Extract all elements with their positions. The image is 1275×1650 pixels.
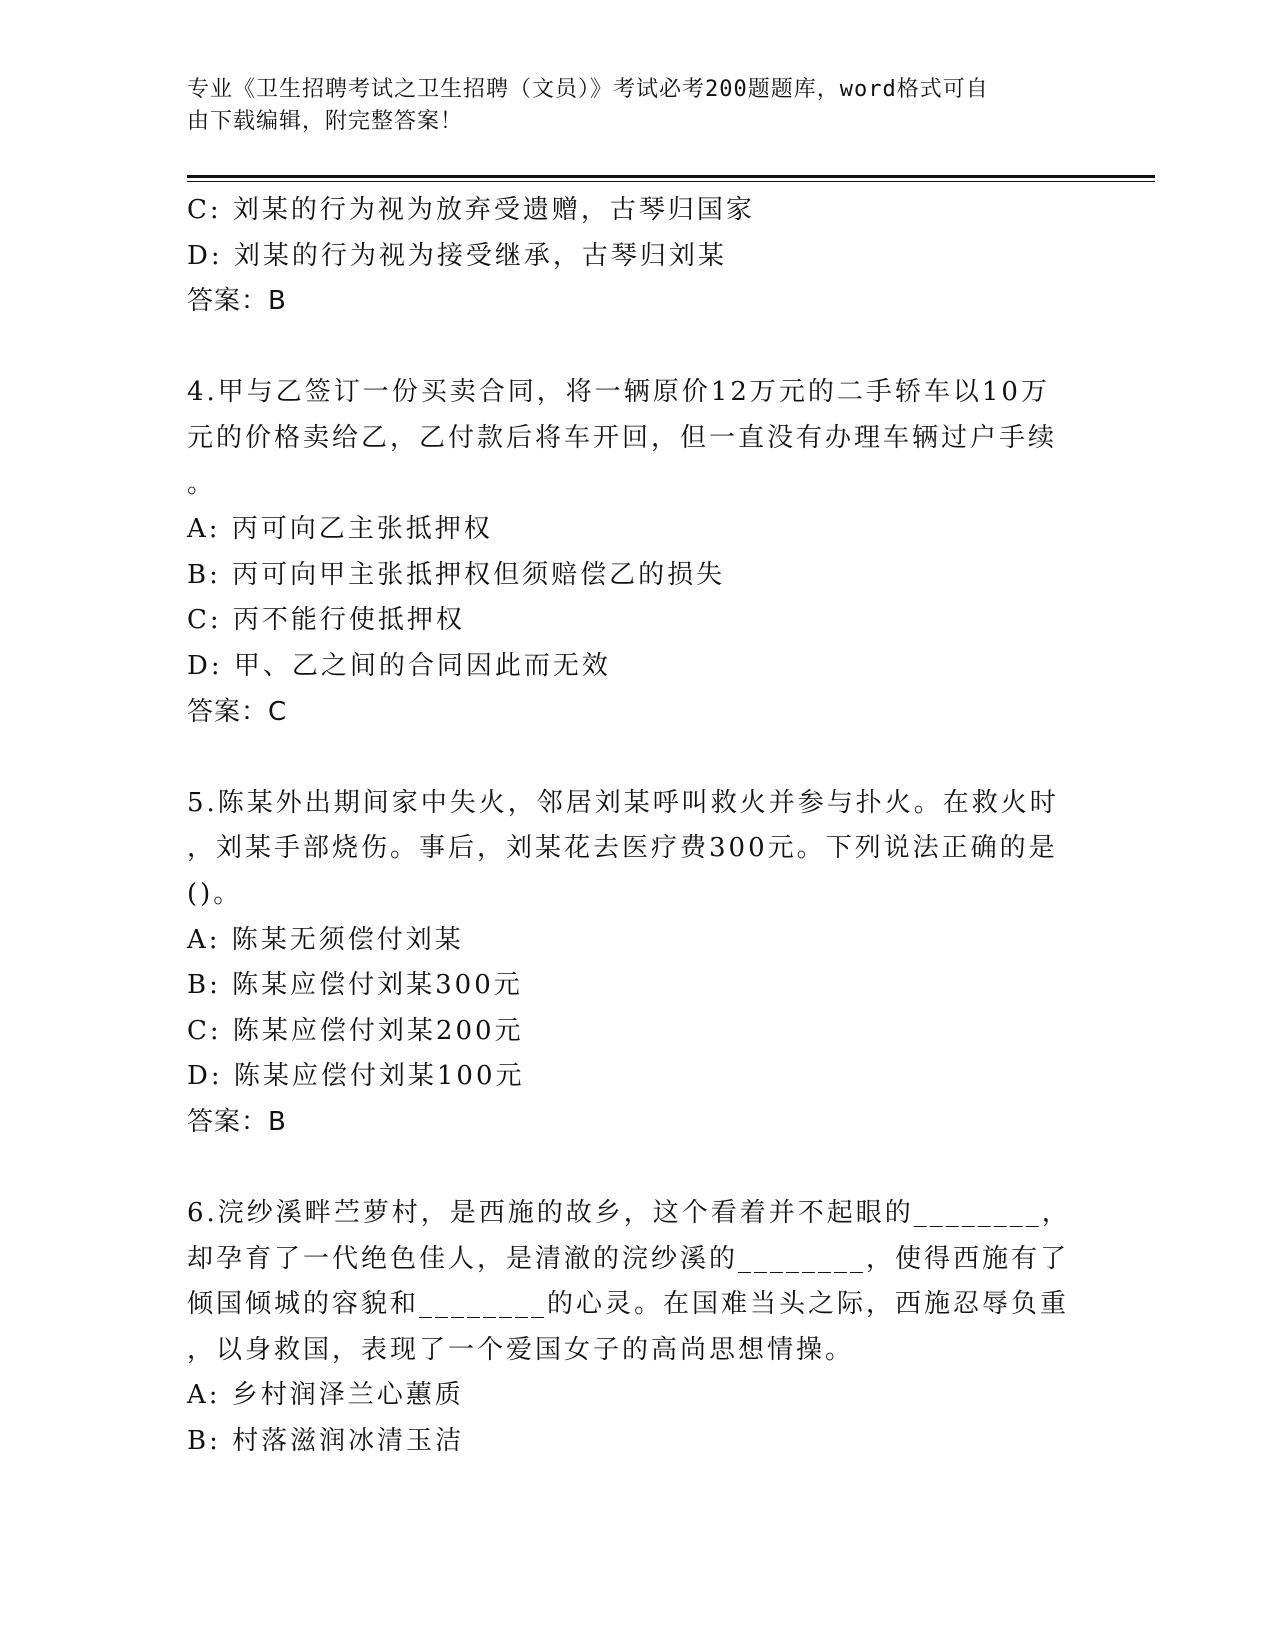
option-b: B: 丙可向甲主张抵押权但须赔偿乙的损失	[187, 559, 726, 590]
question-stem-line: ()。	[187, 878, 243, 909]
question-stem-line: ，刘某手部烧伤。事后，刘某花去医疗费300元。下列说法正确的是	[187, 833, 1058, 864]
option-d: D: 甲、乙之间的合同因此而无效	[187, 650, 611, 681]
option-b: B: 陈某应偿付刘某300元	[187, 970, 523, 1001]
option-a: A: 陈某无须偿付刘某	[187, 924, 464, 955]
question-3	[187, 188, 1067, 325]
spacer	[187, 325, 1067, 371]
answer-line: 答案：B	[187, 1106, 287, 1137]
spacer	[187, 735, 1067, 781]
option-c: C: 陈某应偿付刘某200元	[187, 1015, 524, 1046]
question-6	[187, 1191, 1071, 1465]
page-header	[187, 74, 1067, 138]
question-stem-line: 6.浣纱溪畔苎萝村，是西施的故乡，这个看着并不起眼的________，	[187, 1198, 1071, 1229]
header-title-line-2: 由下载编辑，附完整答案！	[187, 109, 464, 134]
question-stem-line: 。	[187, 468, 217, 499]
question-stem-line: 却孕育了一代绝色佳人，是清澈的浣纱溪的________，使得西施有了	[187, 1243, 1070, 1274]
answer-line: 答案：B	[187, 286, 287, 317]
option-c: C: 丙不能行使抵押权	[187, 605, 465, 636]
header-divider-thick	[187, 175, 1155, 178]
question-4	[187, 370, 1067, 735]
option-c: C: 刘某的行为视为放弃受遗赠，古琴归国家	[187, 195, 755, 225]
question-stem-line: ，以身救国，表现了一个爱国女子的高尚思想情操。	[187, 1334, 855, 1365]
question-stem-line: 4.甲与乙签订一份买卖合同，将一辆原价12万元的二手轿车以10万	[187, 377, 1050, 408]
option-d: D: 陈某应偿付刘某100元	[187, 1061, 525, 1092]
question-stem-line: 倾国倾城的容貌和________的心灵。在国难当头之际，西施忍辱负重	[187, 1289, 1070, 1320]
question-stem-line: 5.陈某外出期间家中失火，邻居刘某呼叫救火并参与扑火。在救火时	[187, 787, 1059, 818]
answer-line: 答案：C	[187, 696, 288, 727]
question-list	[187, 188, 1071, 1465]
header-divider-thin	[187, 181, 1155, 182]
spacer	[187, 1145, 1067, 1191]
question-stem-line: 元的价格卖给乙，乙付款后将车开回，但一直没有办理车辆过户手续	[187, 422, 1058, 453]
header-title-line-1: 专业《卫生招聘考试之卫生招聘（文员）》考试必考200题题库，word格式可自	[187, 77, 989, 102]
option-a: A: 丙可向乙主张抵押权	[187, 514, 493, 545]
question-5	[187, 781, 1067, 1146]
option-d: D: 刘某的行为视为接受继承，古琴归刘某	[187, 240, 727, 271]
option-b: B: 村落滋润冰清玉洁	[187, 1426, 465, 1457]
option-a: A: 乡村润泽兰心蕙质	[187, 1380, 464, 1411]
